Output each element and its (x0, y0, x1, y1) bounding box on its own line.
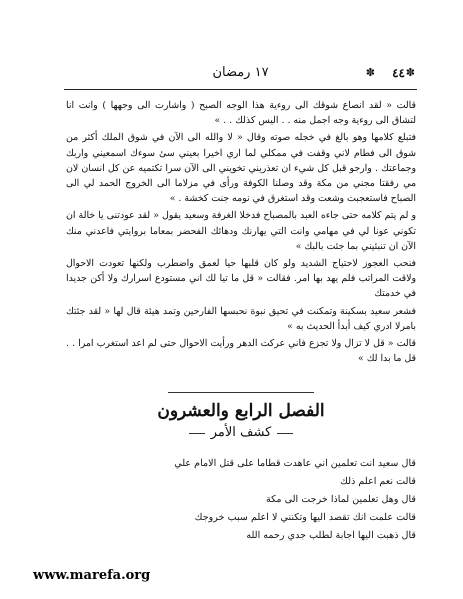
paragraph: قال وهل تعلمين لماذا خرجت الى مكة (265, 494, 416, 505)
paragraph: فنحب العجوز لاحتياج الشديد ولو كان قلبها حيا لعمق واضطرب ولكنها تعودت الاحوال ولاقت المراتب فلم يهد بها امر. فقالت « قل ما تيا لك اني مستودع اسرارك ولا أكن جديدا في خدمتك (66, 258, 416, 300)
paragraph: قالت علمت انك تقصد اليها وتكنني لا اعلم سبب خروجك (194, 512, 416, 523)
paragraph: قالت « لقد انصاع شوقك الى روءية هذا الوجه الصبح ( واشارت الى وجهها ) وانت انا لتشاق الى روءية وجه اجمل منه . . الیس كذلك . . » (66, 100, 416, 127)
paragraph: و لم يتم كلامه حتى جاءه العبد بالمصباح فدخلا الغرفة وسعيد يقول « لقد عودتنى يا خالة ان تكوني عونا لي في مهامي وانت التي يهارنك ودهائك الفحضر بمعاما بروايتي فاعدني منك الآن ان تنبئيني بما جئت بالبك » (66, 210, 416, 252)
header-rule (64, 89, 417, 90)
page-number: ٤٤ (392, 66, 405, 80)
watermark-url: www.marefa.org (33, 568, 151, 583)
paragraph: فشعر سعيد بسكينة وتمكنت في تحيق نبوة نحبسها الفارحين وتمد هيئة قال لها « لقد جئتك بامرلا ادري كيف أبدأ الحديث به » (66, 305, 416, 332)
paragraph: قال ذهبت اليها اجابة لطلب جدي رحمه الله (246, 530, 416, 541)
ornament-icon: ✽ (405, 66, 415, 79)
paragraph: فتبلع كلامها وهو بالغ في خجله صوته وقال « لا والله الى الآن في شوق الملك أكثر من شوق الى فطام لاني وقفت في ممكلي لما اري اخيرا بعيني سئ سوءك اسمعيني واربك وجماعتك . وارجو قبل كل شيء ان تعذريني تخويني الى الآن سرا تكتميه عن كل انسان لان مي رفقتا مجني من مكة وقد وصلنا الكوفة ورأى في مزلاما الى الخروج الحمد لي الى الصباح فاستعجبت وشعت وقد استغرق في نومه جنت كخشة . » (66, 132, 416, 205)
body-text-block (66, 98, 416, 366)
running-title: ١٧ رمضان (212, 65, 269, 80)
page-header (64, 64, 417, 88)
paragraph: قال سعيد انت تعلمين اني عاهدت قطاما على قتل الامام علي (174, 458, 416, 469)
paragraph: قالت نعم اعلم ذلك (340, 476, 416, 487)
section-divider (168, 392, 314, 393)
chapter-heading (66, 400, 416, 442)
ornament-icon: ✽ (365, 66, 375, 79)
dialogue-block (66, 456, 416, 544)
chapter-subtitle: كشف الأمر (189, 424, 294, 442)
paragraph: قالت « قل لا تزال ولا تجزع فاني عركت الدهر ورأيت الاحوال حتى لم اعد استغرب امرا . . قل ما بدا لك » (66, 338, 416, 365)
chapter-title: الفصل الرابع والعشرون (157, 401, 325, 421)
